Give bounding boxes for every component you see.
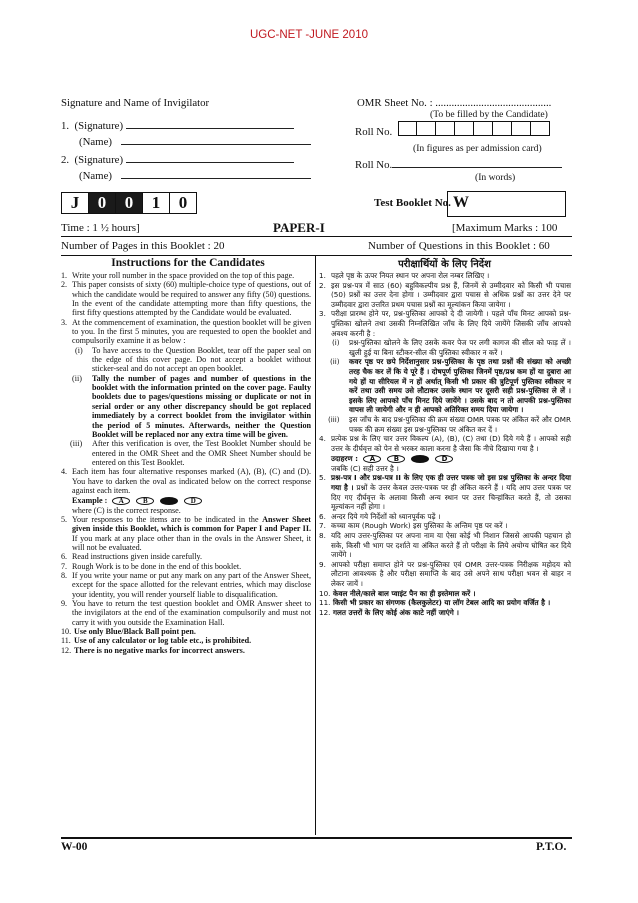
roll-no-note: (In figures as per admission card) xyxy=(413,143,542,154)
roll-no-words-label: Roll No. xyxy=(355,159,393,171)
roll-no-words-row xyxy=(355,158,562,171)
oval-b: B xyxy=(387,455,405,463)
name-2-row xyxy=(79,169,329,182)
footer-code: W-00 xyxy=(61,841,88,853)
name-1-row xyxy=(79,135,329,148)
instruction-text: Use only Blue/Black Ball point pen. xyxy=(74,627,196,637)
instruction-text: Read instructions given inside carefully. xyxy=(72,552,203,562)
roll-no-words-line[interactable] xyxy=(392,158,562,168)
questions-count: Number of Questions in this Booklet : 60 xyxy=(368,240,550,252)
example-label: Example : xyxy=(72,496,108,506)
instruction-text: अन्दर दिये गये निर्देशों को ध्यानपूर्वक पढ़ें । xyxy=(331,511,441,521)
instruction-text: To have access to the Question Booklet, tear off the paper seal on the edge of this cover page. Do not accept a booklet without sticker-seal and do not accept an open booklet. xyxy=(92,345,311,374)
max-marks: [Maximum Marks : 100 xyxy=(452,222,558,234)
instruction-text: प्रत्येक प्रश्न के लिए चार उत्तर विकल्प (A), (B), (C) तथा (D) दिये गये हैं । आपको सही उत्तर के दीर्घवृत्त को पेन से भरकर काला करना है जैसा कि नीचे दिखाया गया है । xyxy=(331,434,571,453)
instruction-text: यदि आप उत्तर-पुस्तिका पर अपना नाम या ऐसा कोई भी निशान जिससे आपकी पहचान हो सके, किसी भी भाग पर दर्शाते या अंकित करते हैं तो परीक्षा के लिये अयोग्य घोषित कर दिये जायेंगे । xyxy=(331,531,571,560)
instruction-text: Answer Sheet given inside this Booklet, which is common for Paper I and Paper II. xyxy=(72,514,311,534)
signature-1-line xyxy=(126,119,294,129)
instruction-text: Each item has four alternative responses marked (A), (B), (C) and (D). You have to darken the oval as indicated below on the correct response against each item. xyxy=(72,467,311,495)
instruction-text: किसी भी प्रकार का संगणक (कैलकुलेटर) या लॉग टेबल आदि का प्रयोग वर्जित है । xyxy=(333,598,551,608)
instruction-text: If you mark at any place other than in the ovals in the Answer Sheet, it will not be evaluated. xyxy=(72,533,311,552)
instruction-text: If you write your name or put any mark on any part of the Answer Sheet, except for the space allotted for the relevant entries, which may disclose your identity, you will render yourself liable to disqualification. xyxy=(72,571,311,599)
code-char: J xyxy=(61,192,89,214)
divider xyxy=(61,236,572,237)
signature-2-label: 2. (Signature) xyxy=(61,154,124,166)
name-1-line xyxy=(121,135,311,145)
instruction-text: At the commencement of examination, the question booklet will be given to you. In the first 5 minutes, you are requested to open the booklet and compulsorily examine it as below : xyxy=(72,317,311,346)
instruction-text: प्रश्न-पत्र I और प्रश्न-पत्र II के लिए एक ही उत्तर पत्रक जो इस प्रश्न पुस्तिका के अन्दर दिया गया है । xyxy=(331,473,571,493)
column-divider xyxy=(315,256,316,835)
name-2-line xyxy=(121,169,311,179)
time-label: Time : 1 ½ hours] xyxy=(61,222,140,234)
name-2-label: (Name) xyxy=(79,170,112,182)
instruction-text: There is no negative marks for incorrect answers. xyxy=(74,645,245,655)
instruction-text: Your responses to the items are to be indicated in the xyxy=(72,514,263,524)
instruction-text: परीक्षा प्रारम्भ होने पर, प्रश्न-पुस्तिका आपको दे दी जायेगी । पहले पाँच मिनट आपको प्रश्न-पुस्तिका खोलने तथा उसकी निम्नलिखित जाँच के लिए दिये जायेंगे जिसकी जाँच आपको अवश्य करनी है : xyxy=(331,309,571,338)
paper-title: PAPER-I xyxy=(273,220,325,235)
invigilator-heading: Signature and Name of Invigilator xyxy=(61,97,210,109)
oval-b: B xyxy=(136,497,154,505)
instruction-text: After this verification is over, the Test Booklet Number should be entered in the OMR Sheet and the OMR Sheet Number should be entered on this Test Booklet. xyxy=(92,439,311,467)
oval-c-filled xyxy=(411,455,429,463)
instruction-text: इस जाँच के बाद प्रश्न-पुस्तिका की क्रम संख्या OMR पत्रक पर अंकित करें और OMR पत्रक की क्रम संख्या इस प्रश्न-पुस्तिका पर अंकित कर दें । xyxy=(349,414,571,434)
hindi-heading: परीक्षार्थियों के लिए निर्देश xyxy=(398,259,491,270)
paper-code-boxes xyxy=(61,192,197,214)
instruction-text: Tally the number of pages and number of questions in the booklet with the information printed on the cover page. Faulty booklets due to pages/questions missing or duplicate or not in serial order or any other discrepancy should be got replaced immediately by a correct booklet from the invigilator within the period of 5 minutes. Afterwards, neither the Question Booklet will be replaced nor any extra time will be given. xyxy=(92,373,311,439)
oval-d: D xyxy=(184,497,202,505)
name-1-label: (Name) xyxy=(79,136,112,148)
signature-2-row xyxy=(61,153,329,166)
omr-note: (To be filled by the Candidate) xyxy=(430,109,548,120)
instruction-text: प्रश्न-पुस्तिका खोलने के लिए उसके कवर पेज पर लगी कागज की सील को फाड़ लें । खुली हुई या बिना स्टीकर-सील की पुस्तिका स्वीकार न करें । xyxy=(349,338,571,357)
instruction-text: Rough Work is to be done in the end of this booklet. xyxy=(72,561,242,571)
code-char: 0 xyxy=(116,192,143,214)
roll-no-words-note: (In words) xyxy=(475,172,516,183)
instruction-text: पहले पृष्ठ के ऊपर नियत स्थान पर अपना रोल नम्बर लिखिए । xyxy=(331,271,490,280)
signature-2-line xyxy=(126,153,294,163)
instruction-text: कच्चा काम (Rough Work) इस पुस्तिका के अन्तिम पृष्ठ पर करें । xyxy=(331,521,508,531)
oval-d: D xyxy=(435,455,453,463)
code-char: 0 xyxy=(89,192,116,214)
oval-a: A xyxy=(363,455,381,463)
roll-no-boxes[interactable] xyxy=(398,121,550,136)
hindi-instructions: 1. पहले पृष्ठ के ऊपर नियत स्थान पर अपना रोल नम्बर लिखिए । 2. इस प्रश्न-पत्र में साठ (60) बहुविकल्पीय प्रश्न हैं, जिनमें से उम्मीदवार को किसी भी पचास (50) प्रश्नों का उत्तर देना होगा । उम्मीदवार द्वारा पचास से अधिक प्रश्नों का उत्तर देने पर उम्मीदवार द्वारा उत्तरित प्रथम पचास प्रश्नों का मूल्यांकन किया जायेगा । 3. परीक्षा प्रारम्भ होने पर, प्रश्न-पुस्तिका आपको दे दी जायेगी । पहले पाँच मिनट आपको प्रश्न-पुस्तिका खोलने तथा उसकी निम्नलिखित जाँच के लिए दिये जायेंगे जिसकी जाँच आपको अवश्य करनी है : (i) प्रश्न-पुस्तिका खोलने के लिए उसके कवर पेज पर लगी कागज की सील को फाड़ लें । खुली हुई या बिना स्टीकर-सील की पुस्तिका स्वीकार न करें । (ii) कवर पृष्ठ पर छपे निर्देशानुसार प्रश्न-पुस्तिका के पृष्ठ तथा प्रश्नों की संख्या को अच्छी तरह चैक कर लें कि ये पूरे हैं । दोषपूर्ण पुस्तिका जिनमें पृष्ठ/प्रश्न कम हों या दुबारा आ गये हों या सीरियल में न हों अर्थात् किसी भी प्रकार की त्रुटिपूर्ण पुस्तिका स्वीकार न करें तथा उसी समय उसे लौटाकर उसके स्थान पर दूसरी सही प्रश्न-पुस्तिका ले लें । इसके लिए आपको पाँच मिनट दिये जायेंगे । उसके बाद न तो आपकी प्रश्न-पुस्तिका वापस ली जायेगी और न ही आपको अतिरिक्त समय दिया जायेगा । (iii) इस जाँच के बाद प्रश्न-पुस्तिका की क्रम संख्या OMR पत्रक पर अंकित करें और OMR पत्रक की क्रम संख्या इस प्रश्न-पुस्तिका पर अंकित कर दें । 4. प्रत्येक प्रश्न के लिए चार उत्तर विकल्प (A), (B), (C) तथा (D) दिये गये हैं । आपको सही उत्तर के दीर्घवृत्त को पेन से भरकर काला करना है जैसा कि नीचे दिखाया गया है । उदाहरण : A B D जबकि (C) सही उत्तर है । 5. प्रश्न-पत्र I और प्रश्न-पत्र II के लिए एक ही उत्तर पत्रक जो इस प्रश्न पुस्तिका के अन्दर दिया गया है । प्रश्नों के उत्तर केवल उत्तर-पत्रक पर ही अंकित करने हैं । यदि आप उत्तर पत्रक पर दिए गए दीर्घवृत्त के अलावा किसी अन्य स्थान पर उत्तर चिन्हांकित करते हैं, तो उसका मूल्यांकन नहीं होगा । 6. अन्दर दिये गये निर्देशों को ध्यानपूर्वक पढ़ें । 7. कच्चा काम (Rough Work) इस पुस्तिका के अन्तिम पृष्ठ पर करें । 8. यदि आप उत्तर-पुस्तिका पर अपना नाम या ऐसा कोई भी निशान जिससे आपकी पहचान हो सके, किसी भी भाग पर दर्शाते या अंकित करते हैं तो परीक्षा के लिये अयोग्य घोषित कर दिये जायेंगे । 9. आपको परीक्षा समाप्त होने पर प्रश्न-पुस्तिका एवं OMR उत्तर-पत्रक निरीक्षक महोदय को लौटाना आवश्यक है और परीक्षा समाप्ति के बाद उसे अपने साथ परीक्षा भवन से बाहर न लेकर जायें । 10. केवल नीले/काले बाल प्वाइंट पैन का ही इस्तेमाल करें । 11. किसी भी प्रकार का संगणक (कैलकुलेटर) या लॉग टेबल आदि का प्रयोग वर्जित है । 12. गलत उत्तरों के लिए कोई अंक काटे नहीं जाएंगे । xyxy=(319,271,571,617)
instruction-text: गलत उत्तरों के लिए कोई अंक काटे नहीं जाएंगे । xyxy=(333,607,460,617)
instruction-text: कवर पृष्ठ पर छपे निर्देशानुसार प्रश्न-पुस्तिका के पृष्ठ तथा प्रश्नों की संख्या को अच्छी तरह चैक कर लें कि ये पूरे हैं । दोषपूर्ण पुस्तिका जिनमें पृष्ठ/प्रश्न कम हों या दुबारा आ गये हों या सीरियल में न हों अर्थात् किसी भी प्रकार की त्रुटिपूर्ण पुस्तिका स्वीकार न करें तथा उसी समय उसे लौटाकर उसके स्थान पर दूसरी सही प्रश्न-पुस्तिका ले लें । इसके लिए आपको पाँच मिनट दिये जायेंगे । उसके बाद न तो आपकी प्रश्न-पुस्तिका वापस ली जायेगी और न ही आपको अतिरिक्त समय दिया जायेगा । xyxy=(349,357,571,415)
instruction-text: where (C) is the correct response. xyxy=(72,505,181,515)
instruction-text: Write your roll number in the space provided on the top of this page. xyxy=(72,271,295,280)
signature-1-row xyxy=(61,119,329,132)
instruction-text: जबकि (C) सही उत्तर है । xyxy=(331,463,399,473)
instruction-text: प्रश्नों के उत्तर केवल उत्तर-पत्रक पर ही अंकित करने हैं । यदि आप उत्तर पत्रक पर दिए गए दीर्घवृत्त के अलावा किसी अन्य स्थान पर उत्तर चिन्हांकित करते हैं, तो उसका मूल्यांकन नहीं होगा । xyxy=(331,483,571,512)
instruction-text: इस प्रश्न-पत्र में साठ (60) बहुविकल्पीय प्रश्न हैं, जिनमें से उम्मीदवार को किसी भी पचास (50) प्रश्नों का उत्तर देना होगा । उम्मीदवार द्वारा पचास से अधिक प्रश्नों का उत्तर देने पर उम्मीदवार द्वारा उत्तरित प्रथम पचास प्रश्नों का मूल्यांकन किया जायेगा । xyxy=(331,280,571,309)
instruction-text: केवल नीले/काले बाल प्वाइंट पैन का ही इस्तेमाल करें । xyxy=(333,588,476,598)
test-booklet-label: Test Booklet No. xyxy=(374,197,451,209)
instruction-text: आपको परीक्षा समाप्त होने पर प्रश्न-पुस्तिका एवं OMR उत्तर-पत्रक निरीक्षक महोदय को लौटाना आवश्यक है और परीक्षा समाप्ति के बाद उसे अपने साथ परीक्षा भवन से बाहर न लेकर जायें । xyxy=(331,559,571,588)
code-char: 1 xyxy=(143,192,170,214)
omr-sheet-no: OMR Sheet No. : ........................................... xyxy=(357,97,552,109)
english-heading: Instructions for the Candidates xyxy=(111,257,265,269)
oval-c-filled xyxy=(160,497,178,505)
code-char: 0 xyxy=(170,192,197,214)
page-header-title: UGC-NET -JUNE 2010 xyxy=(249,29,368,41)
footer-pto: P.T.O. xyxy=(536,841,567,853)
test-booklet-value: W xyxy=(453,194,469,211)
instruction-text: You have to return the test question booklet and OMR Answer sheet to the invigilators at the end of the examination compulsorily and must not carry it with you outside the Examination Hall. xyxy=(72,599,311,627)
roll-no-label: Roll No. xyxy=(355,126,393,138)
signature-1-label: 1. (Signature) xyxy=(61,120,124,132)
instruction-text: This paper consists of sixty (60) multiple-choice type of questions, out of which the candidate would be required to answer any fifty (50) questions. In the event of the candidate attempting more than fifty questions, the first fifty questions attempted by the Candidate would be evaluated. xyxy=(72,280,311,318)
test-booklet-box[interactable] xyxy=(447,191,566,217)
english-instructions: 1. Write your roll number in the space provided on the top of this page. 2. This paper consists of sixty (60) multiple-choice type of questions, out of which the candidate would be required to answer any fifty (50) questions. In the event of the candidate attempting more than fifty questions, the first fifty questions attempted by the Candidate would be evaluated. 3. At the commencement of examination, the question booklet will be given to you. In the first 5 minutes, you are requested to open the booklet and compulsorily examine it as below : (i) To have access to the Question Booklet, tear off the paper seal on the edge of this cover page. Do not accept a booklet without sticker-seal and do not accept an open booklet. (ii) Tally the number of pages and number of questions in the booklet with the information printed on the cover page. Faulty booklets due to pages/questions missing or duplicate or not in serial order or any other discrepancy should be got replaced immediately by a correct booklet from the invigilator within the period of 5 minutes. Afterwards, neither the Question Booklet will be replaced nor any extra time will be given. (iii) After this verification is over, the Test Booklet Number should be entered in the OMR Sheet and the OMR Sheet Number should be entered on this Test Booklet. 4. Each item has four alternative responses marked (A), (B), (C) and (D). You have to darken the oval as indicated below on the correct response against each item. Example : A B D where (C) is the correct response. 5. Your responses to the items are to be indicated in the Answer Sheet given inside this Booklet, which is common for Paper I and Paper II. If you mark at any place other than in the ovals in the Answer Sheet, it will not be evaluated. 6. Read instructions given inside carefully. 7. Rough Work is to be done in the end of this booklet. 8. If you write your name or put any mark on any part of the Answer Sheet, except for the space allotted for the relevant entries, which may disclose your identity, you will render yourself liable to disqualification. 9. You have to return the test question booklet and OMR Answer sheet to the invigilators at the end of the examination compulsorily and must not carry it with you outside the Examination Hall. 10. Use only Blue/Black Ball point pen. 11. Use of any calculator or log table etc., is prohibited. 12. There is no negative marks for incorrect answers. xyxy=(61,271,311,655)
footer-divider xyxy=(61,837,572,839)
example-label: उदाहरण : xyxy=(331,454,358,464)
pages-count: Number of Pages in this Booklet : 20 xyxy=(61,240,225,252)
oval-a: A xyxy=(112,497,130,505)
instruction-text: Use of any calculator or log table etc., is prohibited. xyxy=(74,636,252,646)
